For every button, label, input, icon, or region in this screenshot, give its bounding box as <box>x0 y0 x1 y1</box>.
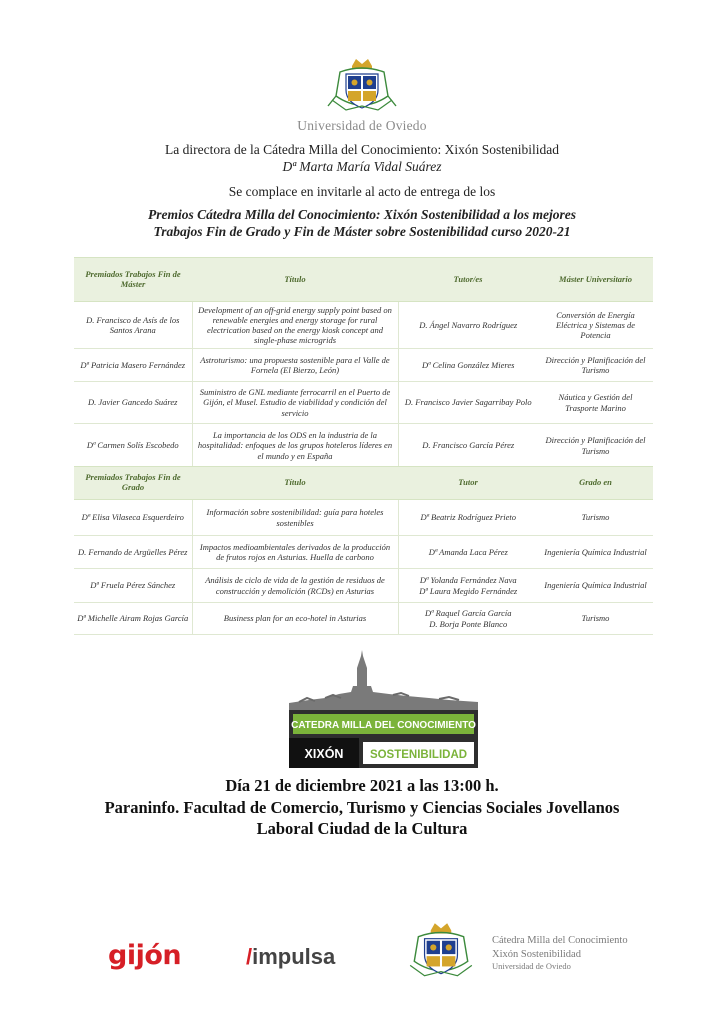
awardee-cell: D. Francisco de Asís de los Santos Arana <box>74 302 192 349</box>
impulsa-logo <box>246 944 335 970</box>
university-crest-icon <box>326 56 398 114</box>
invite-line: Se complace en invitarle al acto de entrega de los <box>228 184 496 199</box>
director-name: Dª Marta María Vidal Suárez <box>282 159 442 174</box>
tower-skyline-icon <box>289 650 478 710</box>
award-title-line-1: Premios Cátedra Milla del Conocimiento: Xixón Sostenibilidad a los mejores <box>148 207 576 222</box>
award-title-line-2: Trabajos Fin de Grado y Fin de Máster sobre Sostenibilidad curso 2020-21 <box>153 224 571 239</box>
tutor-cell: Dª Raquel García García D. Borja Ponte Blanco <box>398 603 538 635</box>
logo-xixon: XIXÓN <box>304 747 344 761</box>
table-header-row <box>74 258 653 302</box>
title-cell: Suministro de GNL mediante ferrocarril en el Puerto de Gijón, el Musel. Estudio de viabilidad y condición del servicio <box>192 382 398 424</box>
event-place: Paraninfo. Facultad de Comercio, Turismo y Ciencias Sociales Jovellanos <box>104 798 620 817</box>
column-header: Tutor <box>398 467 538 500</box>
column-header: Premiados Trabajos Fin de Máster <box>74 258 192 302</box>
column-header: Tutor/es <box>398 258 538 302</box>
degree-cell: Ingeniería Química Industrial <box>538 536 653 569</box>
tutor-cell: Dª Yolanda Fernández Nava Dª Laura Megido Fernández <box>398 569 538 603</box>
logo-line-1: CATEDRA MILLA DEL CONOCIMIENTO <box>291 720 476 731</box>
awardee-cell: Dª Patricia Masero Fernández <box>74 349 192 382</box>
university-name: Universidad de Oviedo <box>297 118 427 133</box>
title-cell: Development of an off-grid energy supply point based on renewable energies and energy storage for rural electrication based on the energy kiosk concept and single-phase microgrids <box>192 302 398 349</box>
master-awards-table <box>74 257 653 468</box>
university-crest-icon <box>404 920 478 980</box>
table-row <box>74 349 653 382</box>
tutor-cell: Dª Beatriz Rodríguez Prieto <box>398 500 538 536</box>
impulsa-slash-icon: / <box>246 944 253 969</box>
column-header: Título <box>192 258 398 302</box>
degree-cell: Dirección y Planificación del Turismo <box>538 349 653 382</box>
table-header-row <box>74 467 653 500</box>
title-cell: Astroturismo: una propuesta sostenible para el Valle de Fornela (El Bierzo, León) <box>192 349 398 382</box>
event-venue: Laboral Ciudad de la Cultura <box>256 819 468 838</box>
awardee-cell: Dª Michelle Airam Rojas García <box>74 603 192 635</box>
table-row <box>74 603 653 635</box>
degree-cell: Dirección y Planificación del Turismo <box>538 424 653 468</box>
tutor-cell: D. Ángel Navarro Rodríguez <box>398 302 538 349</box>
director-line: La directora de la Cátedra Milla del Conocimiento: Xixón Sostenibilidad <box>164 142 560 157</box>
tutor-cell: D. Francisco Javier Sagarribay Polo <box>398 382 538 424</box>
table-row <box>74 569 653 603</box>
degree-cell: Turismo <box>538 500 653 536</box>
table-row <box>74 500 653 536</box>
column-header: Máster Universitario <box>538 258 653 302</box>
awardee-cell: Dª Carmen Solís Escobedo <box>74 424 192 468</box>
impulsa-logo-text: impulsa <box>252 944 336 969</box>
catedra-milla-logo <box>289 648 478 768</box>
logo-sostenibilidad: SOSTENIBILIDAD <box>369 749 468 761</box>
title-cell: Impactos medioambientales derivados de la producción de frutos rojos en Asturias. Huella de carbono <box>192 536 398 569</box>
catedra-footer-text <box>492 934 628 972</box>
awardee-cell: D. Fernando de Argüelles Pérez <box>74 536 192 569</box>
catedra-line-1: Cátedra Milla del Conocimiento <box>492 935 628 946</box>
awardee-cell: Dª Fruela Pérez Sánchez <box>74 569 192 603</box>
column-header: Premiados Trabajos Fin de Grado <box>74 467 192 500</box>
title-cell: Información sobre sostenibilidad: guía para hoteles sostenibles <box>192 500 398 536</box>
degree-cell: Conversión de Energía Eléctrica y Sistemas de Potencia <box>538 302 653 349</box>
table-row <box>74 382 653 424</box>
tutor-cell: D. Francisco García Pérez <box>398 424 538 468</box>
degree-cell: Turismo <box>538 603 653 635</box>
grado-awards-table <box>74 466 653 635</box>
catedra-line-2: Xixón Sostenibilidad <box>492 948 581 960</box>
catedra-line-3: Universidad de Oviedo <box>492 961 571 972</box>
table-row <box>74 424 653 468</box>
column-header: Título <box>192 467 398 500</box>
table-row <box>74 536 653 569</box>
table-row <box>74 302 653 349</box>
event-date: Día 21 de diciembre 2021 a las 13:00 h. <box>225 776 499 795</box>
title-cell: Análisis de ciclo de vida de la gestión de residuos de construcción y demolición (RCDs) en Asturias <box>192 569 398 603</box>
awardee-cell: D. Javier Gancedo Suárez <box>74 382 192 424</box>
tutor-cell: Dª Amanda Laca Pérez <box>398 536 538 569</box>
title-cell: Business plan for an eco-hotel in Asturias <box>192 603 398 635</box>
degree-cell: Ingeniería Química Industrial <box>538 569 653 603</box>
column-header: Grado en <box>538 467 653 500</box>
degree-cell: Náutica y Gestión del Trasporte Marino <box>538 382 653 424</box>
gijon-logo: gijón <box>108 940 182 971</box>
awardee-cell: Dª Elisa Vilaseca Esquerdeiro <box>74 500 192 536</box>
title-cell: La importancia de los ODS en la industria de la hospitalidad: enfoques de los grupos hoteleros líderes en el mundo y en España <box>192 424 398 468</box>
tutor-cell: Dª Celina González Mieres <box>398 349 538 382</box>
